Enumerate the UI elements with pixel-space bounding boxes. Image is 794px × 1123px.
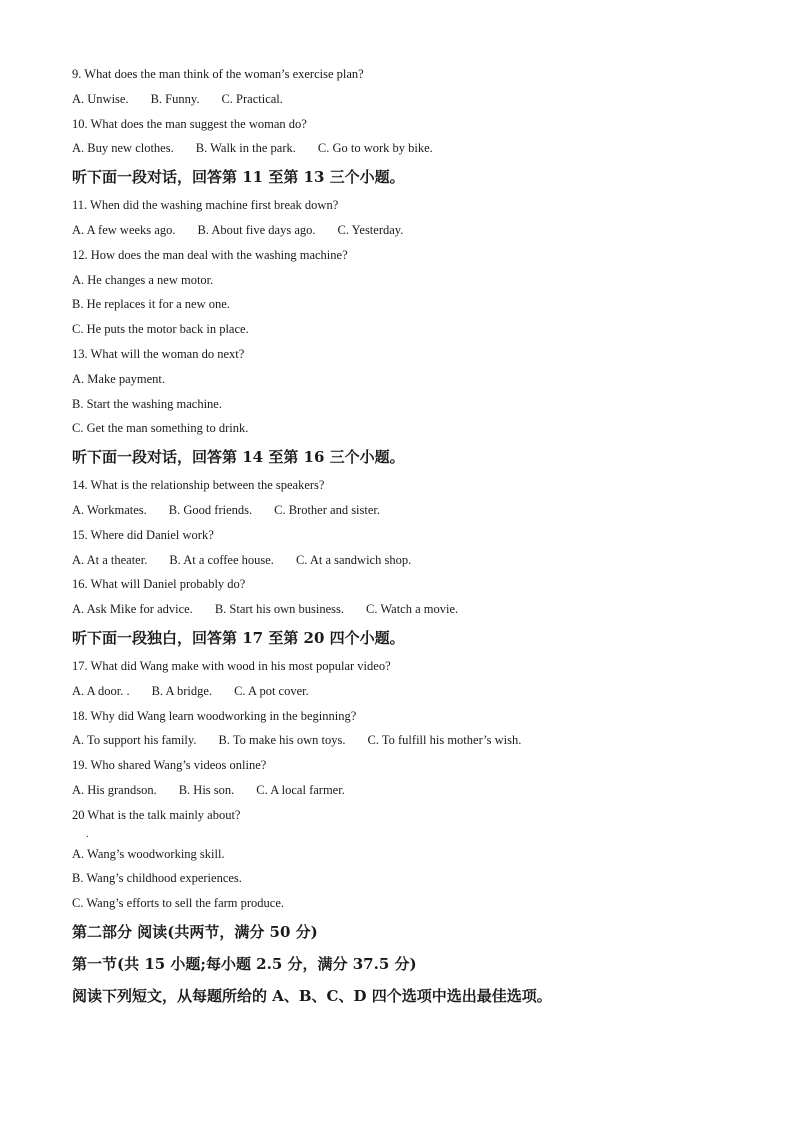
option-b: B. Start his own business.	[214, 602, 344, 617]
question-13: 13. What will the woman do next?	[72, 346, 245, 361]
question-18: 18. Why did Wang learn woodworking in the beginning?	[72, 708, 357, 723]
section-heading-11-13: 听下面一段对话，回答第 11 至第 13 三个小题。	[72, 168, 405, 187]
option-a: A. Unwise.	[72, 91, 129, 106]
question-13-option-b: B. Start the washing machine.	[72, 396, 222, 411]
option-c: C. At a sandwich shop.	[295, 552, 412, 567]
question-18-options	[72, 728, 732, 753]
question-16: 16. What will Daniel probably do?	[72, 577, 246, 592]
option-a: A. Ask Mike for advice.	[72, 602, 193, 617]
question-19-options	[72, 778, 732, 803]
option-c: C. To fulfill his mother’s wish.	[367, 733, 522, 748]
question-11-options	[72, 218, 732, 243]
option-b: B. To make his own toys.	[218, 733, 346, 748]
question-17: 17. What did Wang make with wood in his most popular video?	[72, 658, 391, 673]
question-20-option-b: B. Wang’s childhood experiences.	[72, 871, 242, 886]
option-c: C. Brother and sister.	[274, 502, 381, 517]
option-a: A. A few weeks ago.	[72, 222, 176, 237]
question-9-options	[72, 87, 732, 112]
option-c: C. Watch a movie.	[366, 602, 459, 617]
question-9: 9. What does the man think of the woman’s exercise plan?	[72, 67, 364, 81]
option-c: C. A pot cover.	[234, 683, 309, 698]
section-heading-17-20: 听下面一段独白，回答第 17 至第 20 四个小题。	[72, 628, 405, 647]
question-14-options	[72, 498, 732, 523]
stray-dot: .	[86, 828, 89, 840]
reading-instruction: 阅读下列短文，从每题所给的 A、B、C、D 四个选项中选出最佳选项。	[72, 986, 552, 1005]
option-c: C. Practical.	[221, 91, 283, 106]
option-c: C. Yesterday.	[337, 222, 404, 237]
document-page	[72, 62, 732, 1012]
question-14: 14. What is the relationship between the speakers?	[72, 478, 325, 493]
question-10: 10. What does the man suggest the woman do?	[72, 116, 307, 131]
question-11: 11. When did the washing machine first break down?	[72, 198, 339, 213]
question-15: 15. Where did Daniel work?	[72, 527, 214, 542]
question-12-option-a: A. He changes a new motor.	[72, 272, 214, 287]
option-a: A. A door. .	[72, 683, 130, 698]
question-12: 12. How does the man deal with the washing machine?	[72, 247, 348, 262]
option-a: A. At a theater.	[72, 552, 148, 567]
question-10-options	[72, 136, 732, 161]
option-a: A. His grandson.	[72, 782, 157, 797]
question-13-option-a: A. Make payment.	[72, 371, 166, 386]
question-12-option-c: C. He puts the motor back in place.	[72, 322, 249, 337]
question-16-options	[72, 597, 732, 622]
section-heading-14-16: 听下面一段对话，回答第 14 至第 16 三个小题。	[72, 448, 405, 467]
question-20: 20 What is the talk mainly about?	[72, 807, 241, 822]
option-a: A. Workmates.	[72, 502, 147, 517]
question-20-option-c: C. Wang’s efforts to sell the farm produce.	[72, 896, 285, 911]
question-17-options	[72, 679, 732, 704]
option-b: B. His son.	[178, 782, 235, 797]
part-two-heading: 第二部分 阅读(共两节，满分 50 分)	[72, 922, 318, 941]
section-one-heading: 第一节(共 15 小题;每小题 2.5 分，满分 37.5 分)	[72, 954, 417, 973]
question-15-options	[72, 548, 732, 573]
question-19: 19. Who shared Wang’s videos online?	[72, 758, 267, 773]
option-a: A. To support his family.	[72, 733, 197, 748]
option-a: A. Buy new clothes.	[72, 141, 174, 156]
question-12-option-b: B. He replaces it for a new one.	[72, 297, 230, 312]
question-20-option-a: A. Wang’s woodworking skill.	[72, 846, 225, 861]
option-b: B. A bridge.	[151, 683, 213, 698]
option-b: B. At a coffee house.	[169, 552, 274, 567]
question-13-option-c: C. Get the man something to drink.	[72, 421, 249, 436]
option-b: B. Walk in the park.	[195, 141, 296, 156]
option-b: B. About five days ago.	[197, 222, 316, 237]
option-c: C. A local farmer.	[256, 782, 345, 797]
option-b: B. Good friends.	[168, 502, 253, 517]
option-c: C. Go to work by bike.	[317, 141, 433, 156]
option-b: B. Funny.	[150, 91, 200, 106]
